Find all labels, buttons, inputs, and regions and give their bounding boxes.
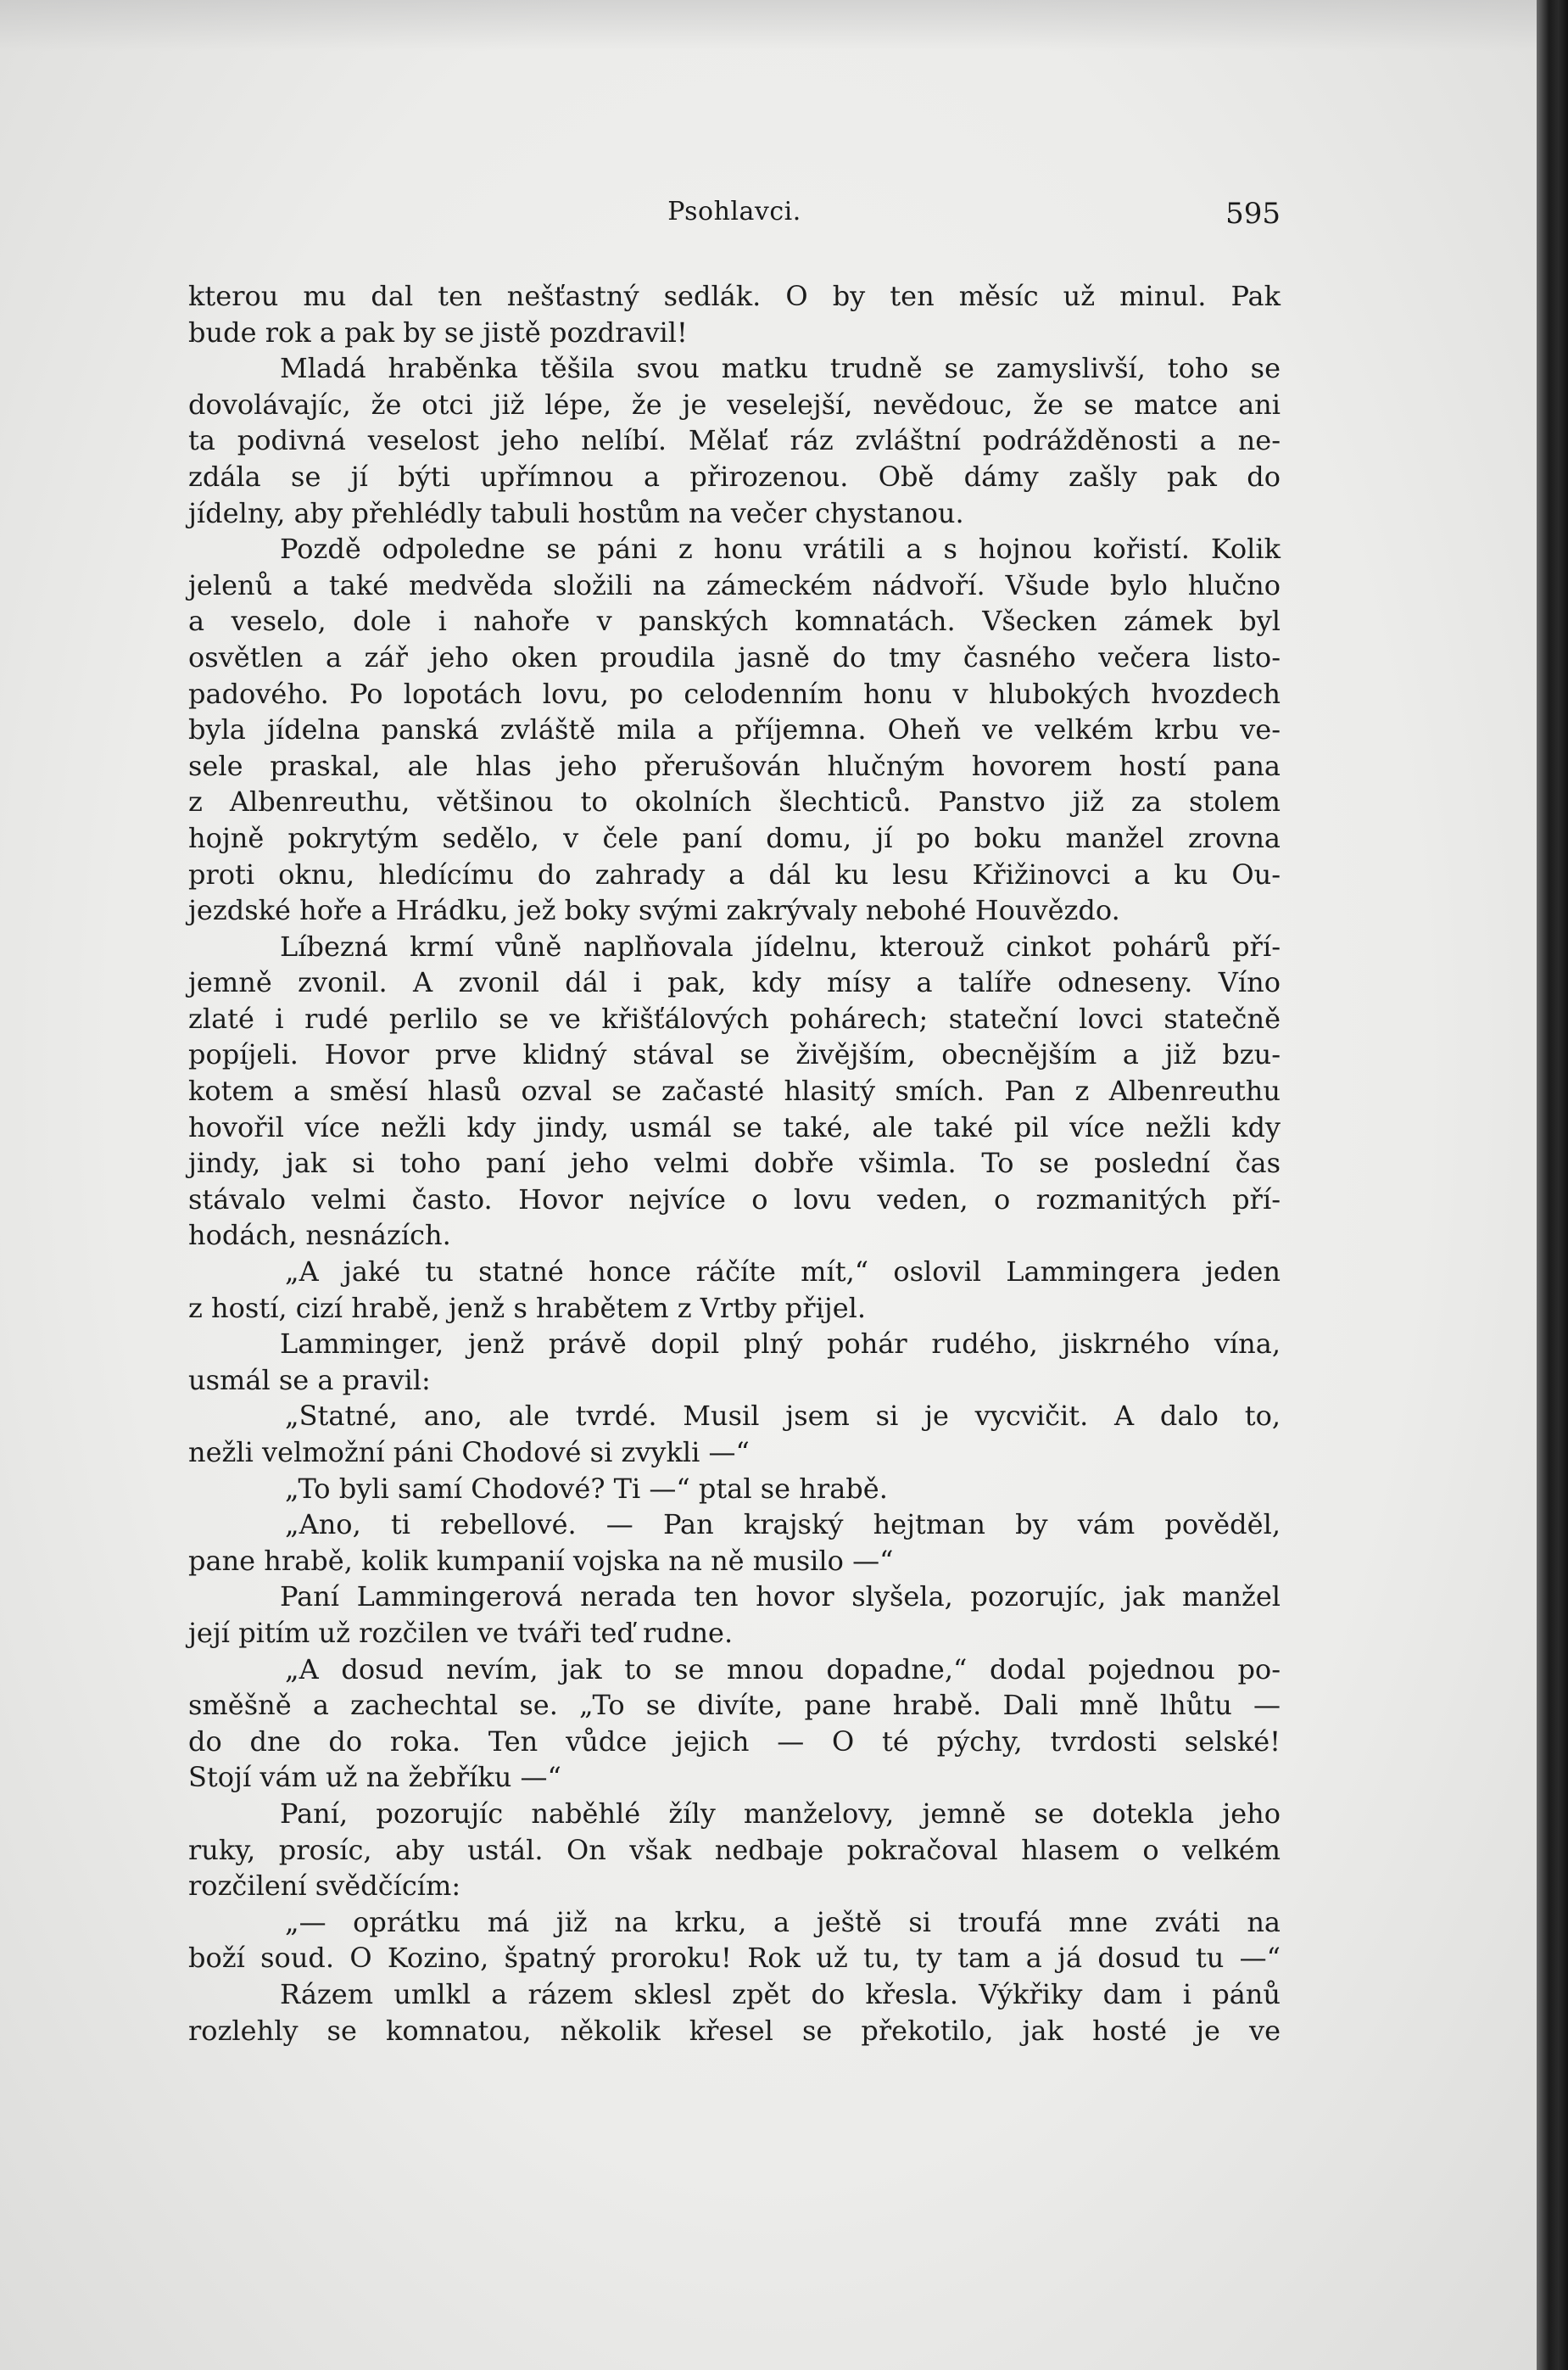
text-line: rozlehly se komnatou, několik křesel se překotilo, jak hosté je ve [188, 2014, 1281, 2047]
text-line: usmál se a pravil: [188, 1363, 431, 1396]
text-line: hojně pokrytým sedělo, v čele paní domu, jí po boku manžel zrovna [188, 821, 1281, 854]
text-line: sele praskal, ale hlas jeho přerušován hlučným hovorem hostí pana [188, 749, 1281, 782]
text-line: Paní, pozorujíc naběhlé žíly manželovy, jemně se dotekla jeho [280, 1797, 1281, 1830]
text-line: dovolávajíc, že otci již lépe, že je veselejší, nevědouc, že se matce ani [188, 388, 1281, 421]
text-line: jelenů a také medvěda složili na zámeckém nádvoří. Všude bylo hlučno [188, 568, 1281, 601]
text-line: Paní Lammingerová nerada ten hovor slyšela, pozorujíc, jak manžel [280, 1580, 1281, 1613]
text-line: Líbezná krmí vůně naplňovala jídelnu, kterouž cinkot pohárů pří- [280, 930, 1281, 963]
text-line: „A jaké tu statné honce ráčíte mít,“ oslovil Lammingera jeden [285, 1255, 1281, 1288]
text-line: zlaté i rudé perlilo se ve křišťálových pohárech; stateční lovci statečně [188, 1002, 1281, 1035]
text-line: Stojí vám už na žebříku —“ [188, 1761, 561, 1794]
text-line: pane hrabě, kolik kumpanií vojska na ně musilo —“ [188, 1544, 894, 1577]
text-line: boží soud. O Kozino, špatný proroku! Rok už tu, ty tam a já dosud tu —“ [188, 1942, 1281, 1975]
text-line: ta podivná veselost jeho nelíbí. Mělať ráz zvláštní podrážděnosti a ne- [188, 424, 1281, 457]
text-line: „Statné, ano, ale tvrdé. Musil jsem si je vycvičit. A dalo to, [285, 1400, 1281, 1433]
text-line: jemně zvonil. A zvonil dál i pak, kdy mísy a talíře odneseny. Víno [188, 966, 1281, 999]
text-line: osvětlen a zář jeho oken proudila jasně do tmy časného večera listo- [188, 640, 1281, 674]
text-line: kotem a směsí hlasů ozval se začasté hlasitý smích. Pan z Albenreuthu [188, 1075, 1281, 1108]
text-line: rozčilení svědčícím: [188, 1870, 461, 1903]
text-line: jindy, jak si toho paní jeho velmi dobře všimla. To se poslední čas [188, 1147, 1281, 1180]
text-line: stávalo velmi často. Hovor nejvíce o lovu veden, o rozmanitých pří- [188, 1182, 1281, 1216]
text-line: jídelny, aby přehlédly tabuli hostům na večer chystanou. [188, 496, 964, 529]
text-line: a veselo, dole i nahoře v panských komnatách. Všecken zámek byl [188, 605, 1281, 638]
book-binding-edge [1537, 0, 1568, 2370]
text-line: zdála se jí býti upřímnou a přirozenou. Obě dámy zašly pak do [188, 460, 1281, 493]
body-text [188, 278, 1281, 2049]
page-header [188, 197, 1281, 239]
text-line: její pitím už rozčilen ve tváři teď rudne. [188, 1616, 734, 1649]
text-line: „— oprátku má již na krku, a ještě si troufá mne zváti na [285, 1905, 1281, 1938]
page-top-shadow [0, 0, 1537, 51]
text-line: proti oknu, hledícímu do zahrady a dál ku lesu Křižinovci a ku Ou- [188, 858, 1281, 891]
text-line: hovořil více nežli kdy jindy, usmál se také, ale také pil více nežli kdy [188, 1110, 1281, 1143]
text-line: z hostí, cizí hrabě, jenž s hrabětem z Vrtby přijel. [188, 1291, 867, 1324]
page-number: 595 [1225, 197, 1281, 231]
text-line: jezdské hoře a Hrádku, jež boky svými zakrývaly nebohé Houvězdo. [188, 894, 1120, 927]
text-line: bude rok a pak by se jistě pozdravil! [188, 316, 688, 349]
text-line: nežli velmožní páni Chodové si zvykli —“ [188, 1436, 750, 1468]
text-line: byla jídelna panská zvláště mila a příjemna. Oheň ve velkém krbu ve- [188, 713, 1281, 746]
text-line: do dne do roka. Ten vůdce jejich — O té pýchy, tvrdosti selské! [188, 1724, 1281, 1758]
text-line: popíjeli. Hovor prve klidný stával se živějším, obecnějším a již bzu- [188, 1038, 1281, 1071]
text-line: Lamminger, jenž právě dopil plný pohár rudého, jiskrného vína, [280, 1328, 1281, 1361]
text-line: ruky, prosíc, aby ustál. On však nedbaje pokračoval hlasem o velkém [188, 1833, 1281, 1866]
text-line: hodách, nesnázích. [188, 1219, 451, 1252]
text-line: padového. Po lopotách lovu, po celodenním honu v hlubokých hvozdech [188, 677, 1281, 710]
text-line: směšně a zachechtal se. „To se divíte, pane hrabě. Dali mně lhůtu — [188, 1689, 1281, 1722]
running-title: Psohlavci. [667, 197, 801, 226]
text-line: „Ano, ti rebellové. — Pan krajský hejtman by vám pověděl, [285, 1508, 1281, 1541]
text-line: Mladá hraběnka těšila svou matku trudně se zamyslivší, toho se [280, 352, 1281, 385]
text-line: „A dosud nevím, jak to se mnou dopadne,“ dodal pojednou po- [285, 1652, 1281, 1685]
text-line: z Albenreuthu, většinou to okolních šlechticů. Panstvo již za stolem [188, 785, 1281, 819]
text-line: Pozdě odpoledne se páni z honu vrátili a s hojnou kořistí. Kolik [280, 533, 1281, 566]
text-line: Rázem umlkl a rázem sklesl zpět do křesla. Výkřiky dam i pánů [280, 1977, 1281, 2010]
text-line: „To byli samí Chodové? Ti —“ ptal se hrabě. [285, 1472, 888, 1505]
text-line: kterou mu dal ten nešťastný sedlák. O by ten měsíc už minul. Pak [188, 280, 1281, 312]
